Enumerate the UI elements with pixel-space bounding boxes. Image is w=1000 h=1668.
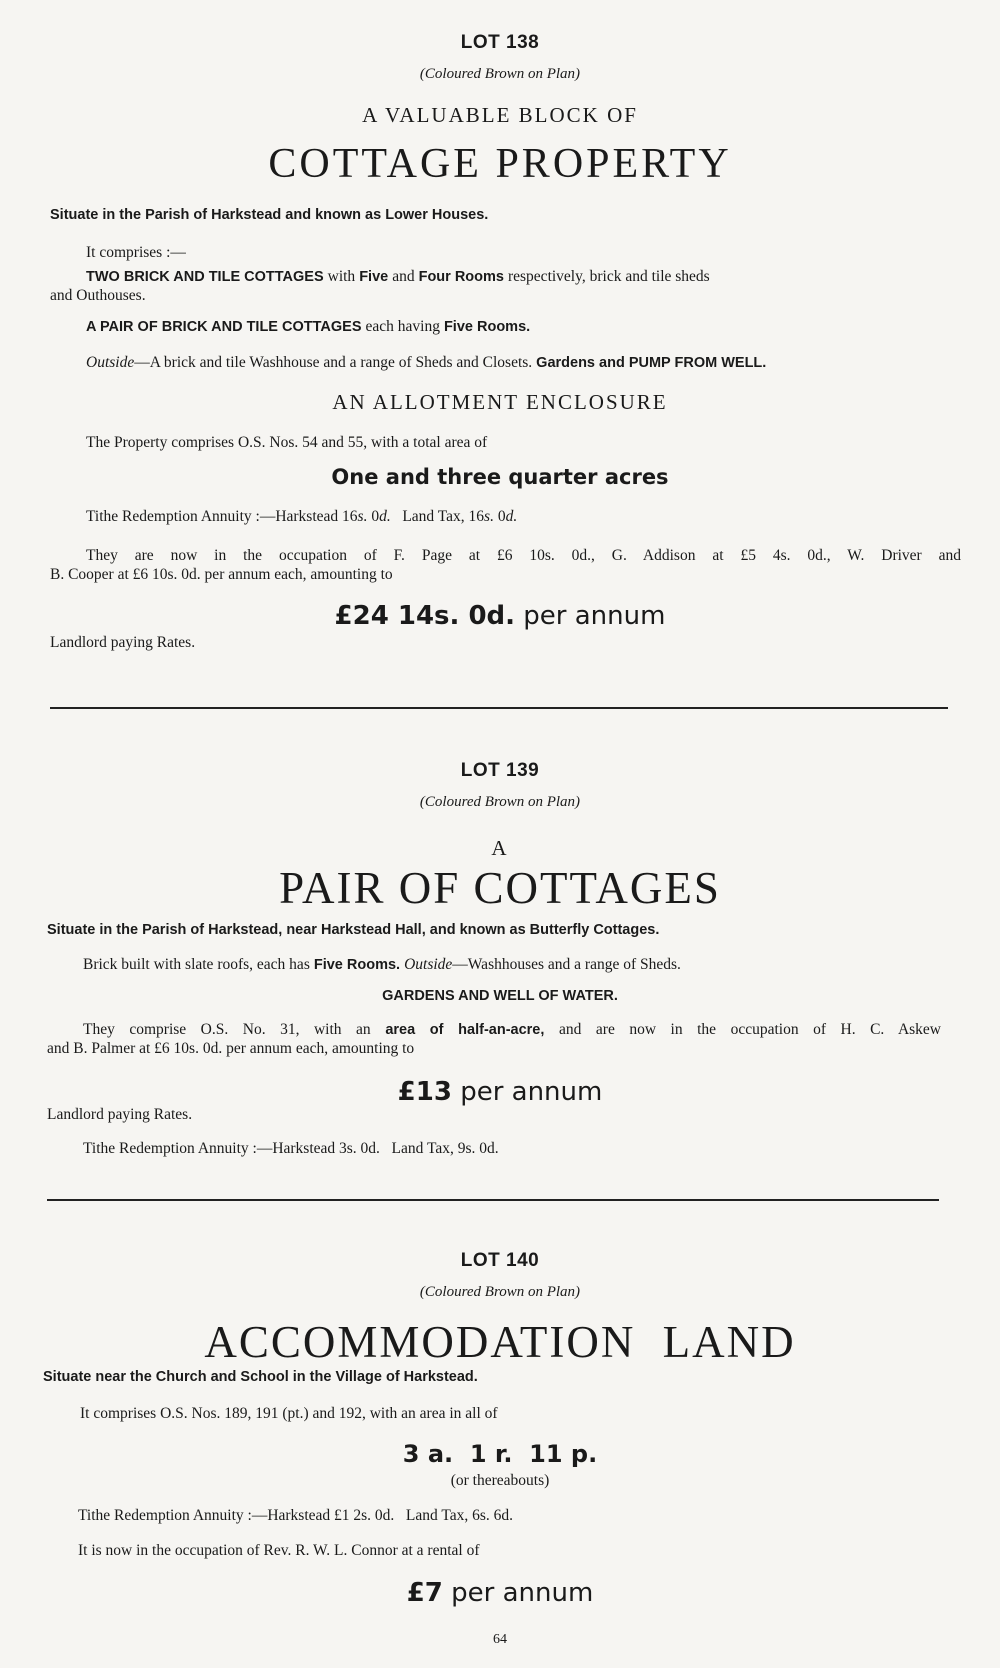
two-brick-four: Four Rooms bbox=[418, 269, 504, 285]
lot-139-brick-line bbox=[83, 956, 681, 974]
lot-138-comprises: It comprises :— bbox=[86, 244, 186, 261]
lot-139-title: PAIR OF COTTAGES bbox=[279, 863, 721, 913]
lot-139-gardens: GARDENS AND WELL OF WATER. bbox=[382, 988, 618, 1004]
outside-text: —A brick and tile Washhouse and a range of Sheds and Closets. bbox=[134, 354, 533, 371]
tithe-part: 0 bbox=[493, 508, 506, 525]
lot-138-outhouses: and Outhouses. bbox=[50, 287, 146, 304]
lot-139-coloured-note: (Coloured Brown on Plan) bbox=[419, 794, 581, 810]
lot-140-area: 3 a. 1 r. 11 p. bbox=[402, 1440, 598, 1468]
lot-139-rent bbox=[0, 1077, 1000, 1107]
lot-140-comprises: It comprises O.S. Nos. 189, 191 (pt.) and 192, with an area in all of bbox=[80, 1405, 498, 1422]
lot-139-comprise-line-2: and B. Palmer at £6 10s. 0d. per annum each, amounting to bbox=[47, 1040, 415, 1057]
pair-mid: each having bbox=[365, 318, 440, 335]
tithe-part: s. bbox=[357, 508, 368, 525]
tithe-part: d. bbox=[505, 508, 518, 525]
lot-140-thereabouts: (or thereabouts) bbox=[450, 1472, 550, 1489]
lot-138-outside-line bbox=[86, 354, 766, 372]
comprise-rest: and are now in the occupation of H. C. Askew bbox=[559, 1021, 941, 1038]
outside-label: Outside bbox=[86, 354, 135, 371]
lot-138-occupation-line-2: B. Cooper at £6 10s. 0d. per annum each, amounting to bbox=[50, 566, 393, 583]
lot-139-rent-suffix: per annum bbox=[460, 1077, 603, 1107]
lot-138-situate: Situate in the Parish of Harkstead and known as Lower Houses. bbox=[50, 207, 489, 223]
lot-138-rent-suffix: per annum bbox=[523, 601, 666, 631]
lot-140-title-b: LAND bbox=[662, 1317, 796, 1367]
lot-138-subheading: A VALUABLE BLOCK OF bbox=[362, 103, 638, 127]
lot-139-landlord: Landlord paying Rates. bbox=[47, 1106, 193, 1123]
lot-139-tithe: Tithe Redemption Annuity :—Harkstead 3s. 0d. Land Tax, 9s. 0d. bbox=[83, 1140, 499, 1157]
page-number: 64 bbox=[493, 1632, 507, 1647]
lot-138-allotment: AN ALLOTMENT ENCLOSURE bbox=[332, 390, 668, 414]
lot-139-rent-amount: £13 bbox=[397, 1077, 452, 1107]
lot-138-two-cottages-line bbox=[86, 268, 961, 286]
lot-138-coloured-note: (Coloured Brown on Plan) bbox=[419, 66, 581, 82]
lot-140-tithe: Tithe Redemption Annuity :—Harkstead £1 2s. 0d. Land Tax, 6s. 6d. bbox=[78, 1507, 514, 1524]
two-brick-with: with bbox=[327, 268, 356, 285]
lot-140-situate: Situate near the Church and School in the Village of Harkstead. bbox=[43, 1369, 478, 1385]
lot-138-rent-amount: £24 14s. 0d. bbox=[334, 601, 516, 631]
lot-140-rent-suffix: per annum bbox=[451, 1578, 594, 1608]
tithe-part: Tithe Redemption Annuity :—Harkstead 16 bbox=[86, 508, 358, 525]
pair-bold: A PAIR OF BRICK AND TILE COTTAGES bbox=[86, 319, 362, 335]
lot-139-heading: LOT 139 bbox=[460, 760, 540, 781]
lot-138-tithe bbox=[86, 508, 517, 526]
lot-139-article: A bbox=[491, 836, 509, 860]
divider-2 bbox=[47, 1199, 939, 1201]
two-brick-bold: TWO BRICK AND TILE COTTAGES bbox=[86, 269, 324, 285]
lot-140-title-a: ACCOMMODATION bbox=[204, 1317, 636, 1367]
lot-140-title bbox=[0, 1316, 1000, 1368]
lot-138-title: COTTAGE PROPERTY bbox=[268, 141, 732, 187]
comprise-text: They comprise O.S. No. 31, with an bbox=[83, 1021, 371, 1038]
two-brick-and: and bbox=[392, 268, 415, 285]
lot-140-occupation: It is now in the occupation of Rev. R. W. L. Connor at a rental of bbox=[78, 1542, 480, 1559]
brick-text: Brick built with slate roofs, each has bbox=[83, 956, 310, 973]
lot-140-coloured-note: (Coloured Brown on Plan) bbox=[419, 1284, 581, 1300]
tithe-part: d. bbox=[379, 508, 391, 525]
pair-rooms: Five Rooms. bbox=[443, 319, 531, 335]
lot-139-comprise-line-1 bbox=[83, 1021, 941, 1039]
lot-138-heading: LOT 138 bbox=[460, 32, 540, 53]
two-brick-five: Five bbox=[359, 269, 389, 285]
lot-138-acres: One and three quarter acres bbox=[331, 465, 669, 489]
tithe-part: Land Tax, 16 bbox=[390, 508, 485, 525]
lot-138-pair-line bbox=[86, 318, 530, 336]
brick-outside: Outside bbox=[404, 956, 453, 973]
lot-140-rent-amount: £7 bbox=[406, 1578, 443, 1608]
tithe-part: 0 bbox=[367, 508, 380, 525]
outside-bold: Gardens and PUMP FROM WELL. bbox=[536, 355, 767, 371]
lot-140-heading: LOT 140 bbox=[460, 1250, 540, 1271]
brick-rest: —Washhouses and a range of Sheds. bbox=[452, 956, 681, 973]
lot-138-landlord: Landlord paying Rates. bbox=[50, 634, 196, 651]
comprise-area: area of half-an-acre, bbox=[385, 1022, 545, 1038]
divider-1 bbox=[50, 707, 948, 709]
lot-138-rent bbox=[0, 601, 1000, 631]
lot-138-property-comprises: The Property comprises O.S. Nos. 54 and 55, with a total area of bbox=[86, 434, 488, 451]
tithe-part: s. bbox=[484, 508, 494, 525]
lot-138-occupation-line-1: They are now in the occupation of F. Page at £6 10s. 0d., G. Addison at £5 4s. 0d., W. Driver and bbox=[86, 547, 961, 564]
brick-rooms: Five Rooms. bbox=[313, 957, 401, 973]
lot-139-situate: Situate in the Parish of Harkstead, near Harkstead Hall, and known as Butterfly Cottages. bbox=[47, 922, 660, 938]
lot-140-rent bbox=[0, 1578, 1000, 1608]
two-brick-rest: respectively, brick and tile sheds bbox=[507, 268, 710, 285]
